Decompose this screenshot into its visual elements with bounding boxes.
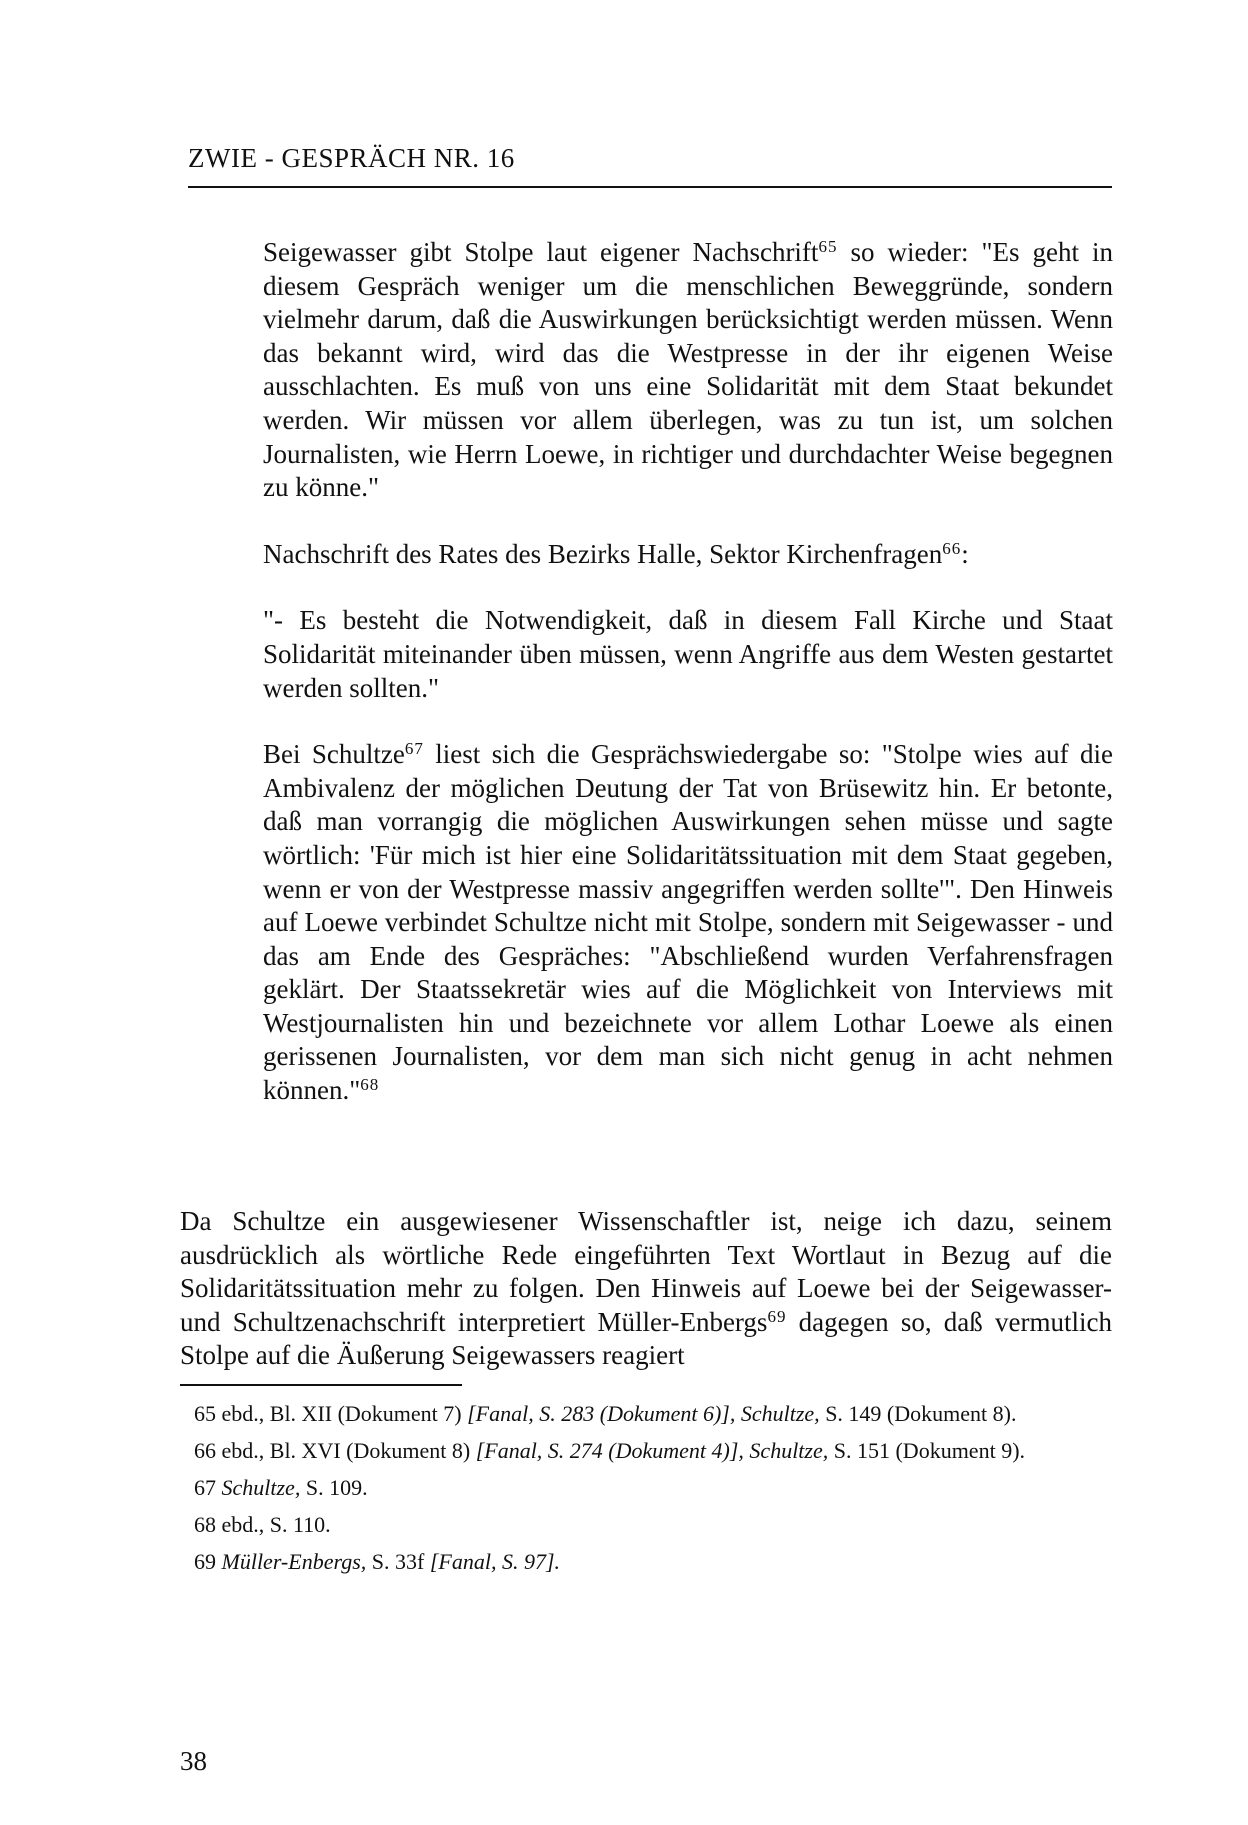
footnote-number: 69 [194, 1549, 216, 1574]
footnote-number: 65 [194, 1401, 216, 1426]
indented-quote-block [263, 236, 1113, 1141]
footnote-rule [180, 1384, 462, 1386]
paragraph-text: so wieder: "Es geht in diesem Gespräch weniger um die menschlichen Beweggründe, sondern vielmehr darum, daß die Auswirkungen berücksichtigt werden müssen. Wenn das bekannt wird, wird das die Westpresse in der ihr eigenen Weise ausschlachten. Es muß von uns eine Solidarität mit dem Staat bekundet werden. Wir müssen vor allem überlegen, was zu tun ist, um solchen Journalisten, wie Herrn Loewe, in richtiger und durchdachter Weise begegnen zu könne." [263, 237, 1113, 503]
footnote-text: S. 149 (Dokument 8). [819, 1401, 1017, 1426]
footnote-text: ebd., S. 110. [216, 1512, 331, 1537]
footnote-italic-ref: [Fanal, S. 97]. [429, 1549, 561, 1574]
paragraph-quote-solidaritaet: "- Es besteht die Notwendigkeit, daß in diesem Fall Kirche und Staat Solidarität miteinander üben müssen, wenn Angriffe aus dem Westen gestartet werden sollten." [263, 605, 1113, 703]
footnote-text: S. 109. [300, 1475, 368, 1500]
footnote-text: S. 151 (Dokument 9). [828, 1438, 1026, 1463]
footnote-69 [194, 1548, 1112, 1575]
body-paragraph [180, 1205, 1112, 1373]
footnote-65 [194, 1400, 1112, 1427]
footnote-number: 67 [194, 1475, 216, 1500]
footnote-number: 68 [194, 1512, 216, 1537]
footnote-66 [194, 1437, 1112, 1464]
footnote-ref-66[interactable]: 66 [942, 538, 962, 558]
paragraph-seigewasser [263, 236, 1113, 505]
footnote-text: ebd., Bl. XII (Dokument 7) [216, 1401, 468, 1426]
paragraph-text: Nachschrift des Rates des Bezirks Halle, Sektor Kirchenfragen [263, 538, 943, 569]
header-rule [188, 186, 1112, 188]
paragraph-text: Da Schultze ein ausgewiesener Wissenschaftler ist, neige ich dazu, seinem ausdrücklich als wörtliche Rede eingeführten Text Wortlaut in Bezug auf die Solidaritätssituation mehr zu folgen. Den Hinweis auf Loewe bei der Seigewasser- und Schultzenachschrift interpretiert Müller-Enbergs [180, 1206, 1112, 1337]
footnote-italic-ref: Müller-Enbergs, [221, 1549, 367, 1574]
paragraph-schultze [263, 738, 1113, 1108]
footnote-ref-67[interactable]: 67 [404, 739, 424, 759]
footnote-number: 66 [194, 1438, 216, 1463]
footnote-ref-69[interactable]: 69 [767, 1306, 787, 1326]
paragraph-text: dagegen so, daß vermutlich Stolpe auf die Äußerung Seigewassers reagiert [180, 1306, 1112, 1371]
paragraph-text: liest sich die Gesprächswiedergabe so: "Stolpe wies auf die Ambivalenz der möglichen Deutung der Tat von Brüsewitz hin. Er betonte, daß man vorrangig die möglichen Auswirkungen sehen müsse und sagte wörtlich: 'Für mich ist hier eine Solidaritätssituation mit dem Staat gegeben, wenn er von der Westpresse massiv angegriffen werden sollte'". Den Hinweis auf Loewe verbindet Schultze nicht mit Stolpe, sondern mit Seigewasser - und das am Ende des Gespräches: "Abschließend wurden Verfahrensfragen geklärt. Der Staatssekretär wies auf die Möglichkeit von Interviews mit Westjournalisten hin und bezeichnete vor allem Lothar Loewe als einen gerissenen Journalisten, vor dem man sich nicht genug in acht nehmen können." [263, 739, 1113, 1106]
footnote-ref-65[interactable]: 65 [818, 237, 838, 256]
footnote-text: ebd., Bl. XVI (Dokument 8) [216, 1438, 476, 1463]
footnote-text: S. 33f [366, 1549, 430, 1574]
paragraph-text: Seigewasser gibt Stolpe laut eigener Nachschrift [263, 237, 819, 267]
paragraph-schultze-wissenschaftler [180, 1205, 1112, 1373]
page-number: 38 [180, 1746, 207, 1776]
paragraph-nachschrift-halle [263, 538, 1113, 572]
footnote-italic-ref: [Fanal, S. 283 (Dokument 6)], Schultze, [467, 1401, 820, 1426]
footnotes [194, 1400, 1112, 1585]
paragraph-text: : [961, 538, 969, 569]
paragraph-text: Bei Schultze [263, 739, 405, 770]
footnote-italic-ref: [Fanal, S. 274 (Dokument 4)], Schultze, [475, 1438, 829, 1463]
footnote-68 [194, 1511, 1112, 1538]
footnote-67 [194, 1474, 1112, 1501]
footnote-ref-68[interactable]: 68 [360, 1075, 380, 1095]
footnote-italic-ref: Schultze, [221, 1475, 301, 1500]
running-header: ZWIE - GESPRÄCH NR. 16 [188, 143, 515, 173]
